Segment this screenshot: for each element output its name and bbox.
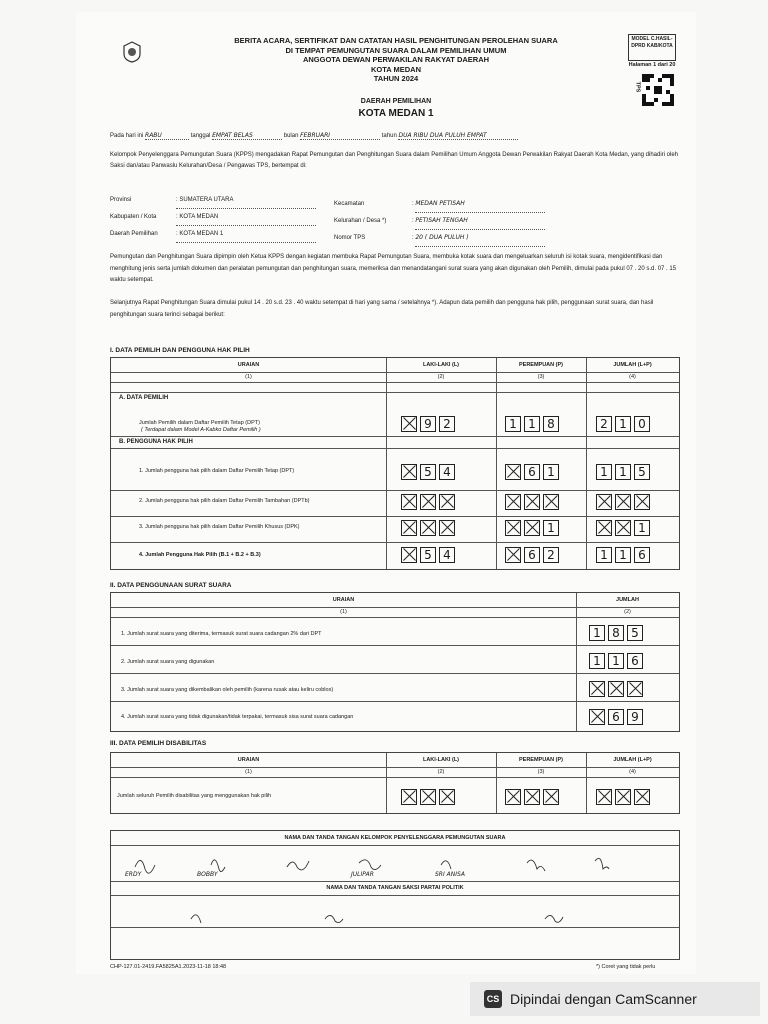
crossed-box [420,494,436,510]
row-label: 1. Jumlah pengguna hak pilih dalam Daftar Pemilih Tetap (DPT) [139,468,295,474]
value-boxes [401,494,458,512]
label: tanggal [190,133,211,139]
signature-table [110,830,680,960]
row-label: 1. Jumlah surat suara yang diterima, termasuk surat suara cadangan 2% dari DPT [121,631,322,637]
crossed-box [627,681,643,697]
value-boxes [401,416,458,434]
col-uraian: URAIAN [237,362,260,368]
row-label: 3. Jumlah surat suara yang dikembalikan oleh pemilih (karena rusak atau keliru coblos) [121,687,334,693]
crossed-box [634,494,650,510]
digit-box: 8 [608,625,624,641]
crossed-box [596,789,612,805]
dapil-label: DAERAH PEMILIHAN [360,98,432,105]
crossed-box [505,520,521,536]
dapil-name: KOTA MEDAN 1 [358,108,434,119]
value-boxes [505,789,562,807]
value-boxes [505,547,562,565]
value-boxes [505,416,562,434]
signature-name: JULIPAR [351,871,374,878]
digit-box: 5 [634,464,650,480]
qr-code-icon [642,74,674,106]
crossed-box [505,547,521,563]
digit-box: 1 [596,464,612,480]
digit-box: 4 [439,464,455,480]
row-label: 2. Jumlah surat suara yang digunakan [121,659,215,665]
col-num: (2) [437,374,445,380]
doc-title [176,36,616,84]
digit-box: 1 [615,547,631,563]
camscanner-banner [470,982,760,1016]
tahun-value: DUA RIBU DUA PULUH EMPAT [398,132,518,140]
footnote: *) Coret yang tidak perlu [596,964,656,970]
provinsi-value: : SUMATERA UTARA [176,192,316,209]
col-perempuan: PEREMPUAN (P) [518,757,563,763]
value-boxes [505,520,562,538]
digit-box: 1 [596,547,612,563]
value-boxes [401,789,458,807]
digit-box: 1 [615,416,631,432]
crossed-box [589,709,605,725]
digit-box: 2 [439,416,455,432]
crossed-box [596,494,612,510]
crossed-box [420,520,436,536]
crossed-box [524,494,540,510]
value-boxes [401,464,458,482]
digit-box: 5 [627,625,643,641]
digit-box: 6 [524,464,540,480]
col-laki: LAKI-LAKI (L) [422,757,460,763]
crossed-box [615,520,631,536]
crossed-box [505,494,521,510]
crossed-box [439,789,455,805]
digit-box: 6 [627,653,643,669]
digit-box: 1 [634,520,650,536]
signature-name: BOBBY [197,871,218,878]
row-label: Jumlah seluruh Pemilih disabilitas yang menggunakan hak pilih [117,793,272,799]
digit-box: 1 [615,464,631,480]
digit-box: 8 [543,416,559,432]
section-3-table [110,752,680,814]
value-boxes [589,681,646,699]
digit-box: 9 [627,709,643,725]
signature-name: ERDY [125,871,142,878]
col-num: (4) [629,769,636,775]
kelurahan-value: PETISAH TENGAH [415,213,545,230]
signature-scribbles [111,845,679,961]
daerah-value: : KOTA MEDAN 1 [176,226,316,243]
value-boxes [596,520,653,538]
col-num: (1) [245,769,252,775]
value-boxes [401,547,458,565]
form-code: CHP-127.01-2419.FA5825A1.2023-11-18 18:48 [110,964,227,970]
side-code: TPS [634,81,641,93]
col-num: (1) [340,609,347,615]
digit-box: 5 [420,547,436,563]
signature-name: SRI ANISA [435,871,465,878]
row-label: 4. Jumlah surat suara yang tidak digunakan/tidak terpakai, termasuk sisa surat suara cadangan [121,714,354,720]
crossed-box [524,520,540,536]
digit-box: 1 [608,653,624,669]
crossed-box [615,789,631,805]
page-counter: Halaman 1 dari 20 [628,62,676,68]
title-line: DI TEMPAT PEMUNGUTAN SUARA DALAM PEMILIHAN UMUM [285,45,507,55]
digit-box: 6 [608,709,624,725]
crossed-box [589,681,605,697]
label: Kecamatan [334,201,365,207]
col-num: (3) [537,769,545,775]
value-boxes [589,653,646,671]
model-badge: MODEL C.HASIL-DPRD KAB/KOTA [628,34,676,61]
title-line: KOTA MEDAN [371,64,421,74]
crossed-box [524,789,540,805]
col-jumlah: JUMLAH (L+P) [613,757,652,763]
digit-box: 1 [589,625,605,641]
col-laki: LAKI-LAKI (L) [422,362,460,368]
value-boxes [401,520,458,538]
crossed-box [608,681,624,697]
crossed-box [401,789,417,805]
value-boxes [505,464,562,482]
camscanner-logo-icon: CS [484,990,502,1008]
crossed-box [401,464,417,480]
col-num: (4) [629,374,636,380]
crossed-box [505,464,521,480]
section-1-table [110,357,680,570]
col-uraian: URAIAN [332,597,355,603]
crossed-box [439,494,455,510]
value-boxes [596,416,653,434]
paragraph-3: Selanjutnya Rapat Penghitungan Suara dimulai pukul 14 . 20 s.d. 23 . 40 waktu setempat di hari yang sama / setelahnya *). Adapun data pemilih dan pengguna hak pilih, penggunaan surat suara, dan hasil penghitungan suara terinci sebagai berikut: [110,300,654,318]
intro-line [110,132,670,140]
kecamatan-value: MEDAN PETISAH [415,196,545,213]
crossed-box [634,789,650,805]
digit-box: 6 [634,547,650,563]
label: Daerah Pemilihan [110,231,158,237]
section-3-title: III. DATA PEMILIH DISABILITAS [110,740,207,747]
paragraph-2: Pemungutan dan Penghitungan Suara dipimpin oleh Ketua KPPS dengan kegiatan membuka Rapat Pemungutan Suara, membuka kotak suara dan mengeluarkan seluruh isi kotak suara, mengidentifikasi dan menghitung jenis serta jumlah dokumen dan peralatan pemungutan dan penghitungan suara, memeriksa dan menandatangani surat suara yang akan digunakan oleh Pemilih, dimulai pada pukul 07 . 20 s.d. 07 . 15 waktu setempat. [110,254,677,283]
row-sublabel: ( Terdapat dalam Model A-Kabko Daftar Pemilih ) [141,427,261,433]
subsection-b-title: B. PENGGUNA HAK PILIH [119,439,193,445]
label: Nomor TPS [334,235,366,241]
row-label: Jumlah Pemilih dalam Daftar Pemilih Tetap (DPT) [139,420,260,426]
digit-box: 1 [543,520,559,536]
subsection-a-title: A. DATA PEMILIH [119,395,169,401]
col-num: (2) [437,769,445,775]
section-1-title: I. DATA PEMILIH DAN PENGGUNA HAK PILIH [110,347,250,354]
crossed-box [543,789,559,805]
col-num: (1) [245,374,252,380]
kpps-title: NAMA DAN TANDA TANGAN KELOMPOK PENYELENGGARA PEMUNGUTAN SUARA [284,835,506,841]
col-jumlah: JUMLAH (L+P) [613,362,652,368]
value-boxes [596,547,653,565]
location-left [110,192,370,243]
col-jumlah: JUMLAH [616,597,639,603]
digit-box: 1 [589,653,605,669]
digit-box: 9 [420,416,436,432]
digit-box: 2 [543,547,559,563]
kpu-logo-icon [120,40,144,64]
value-boxes [589,625,646,643]
bulan-value: FEBRUARI [300,132,380,140]
digit-box: 2 [596,416,612,432]
digit-box: 4 [439,547,455,563]
col-uraian: URAIAN [237,757,260,763]
label: bulan [283,133,299,139]
crossed-box [543,494,559,510]
crossed-box [401,547,417,563]
label: Pada hari ini [110,133,144,139]
crossed-box [420,789,436,805]
digit-box: 6 [524,547,540,563]
crossed-box [401,494,417,510]
label: Kabupaten / Kota [110,214,157,220]
row-label: 2. Jumlah pengguna hak pilih dalam Daftar Pemilih Tambahan (DPTb) [139,498,310,504]
intro-paragraph: Kelompok Penyelenggara Pemungutan Suara (KPPS) mengadakan Rapat Pemungutan dan Penghitungan Suara dalam Pemilihan Umum Anggota Dewan Perwakilan Rakyat Daerah Kota Medan, yang dihadiri oleh Saksi dan/atau Panwaslu Kelurahan/Desa / Pengawas TPS, bertempat di: [110,152,679,169]
crossed-box [439,520,455,536]
col-num: (3) [537,374,545,380]
crossed-box [401,416,417,432]
label: Provinsi [110,197,132,203]
col-perempuan: PEREMPUAN (P) [518,362,563,368]
digit-box: 1 [524,416,540,432]
digit-box: 1 [505,416,521,432]
form-page [76,12,696,974]
title-line: TAHUN 2024 [373,74,419,83]
location-right: Kecamatan : MEDAN PETISAH Kelurahan / Desa *) : PETISAH TENGAH Nomor TPS : 20 ( DUA PULUH ) [334,196,594,247]
tanggal-value: EMPAT BELAS [212,132,282,140]
label: Kelurahan / Desa *) [334,218,387,224]
row-label: 4. Jumlah Pengguna Hak Pilih (B.1 + B.2 + B.3) [139,552,261,558]
section-2-title: II. DATA PENGGUNAAN SURAT SUARA [110,582,232,589]
value-boxes [589,709,646,727]
col-num: (2) [624,609,631,615]
section-2-table [110,592,680,732]
crossed-box [505,789,521,805]
value-boxes [505,494,562,512]
crossed-box [401,520,417,536]
label: tahun [381,133,397,139]
kabupaten-value: : KOTA MEDAN [176,209,316,226]
crossed-box [615,494,631,510]
crossed-box [596,520,612,536]
digit-box: 1 [543,464,559,480]
title-line: ANGGOTA DEWAN PERWAKILAN RAKYAT DAERAH [302,55,490,64]
row-label: 3. Jumlah pengguna hak pilih dalam Daftar Pemilih Khusus (DPK) [139,524,300,530]
digit-box: 5 [420,464,436,480]
title-line: BERITA ACARA, SERTIFIKAT DAN CATATAN HASIL PENGHITUNGAN PEROLEHAN SUARA [234,36,558,45]
tps-value: 20 ( DUA PULUH ) [415,230,545,247]
value-boxes [596,494,653,512]
hari-value: RABU [145,132,189,140]
camscanner-text: Dipindai dengan CamScanner [510,991,697,1007]
saksi-title: NAMA DAN TANDA TANGAN SAKSI PARTAI POLITIK [326,885,464,891]
value-boxes [596,464,653,482]
value-boxes [596,789,653,807]
digit-box: 0 [634,416,650,432]
